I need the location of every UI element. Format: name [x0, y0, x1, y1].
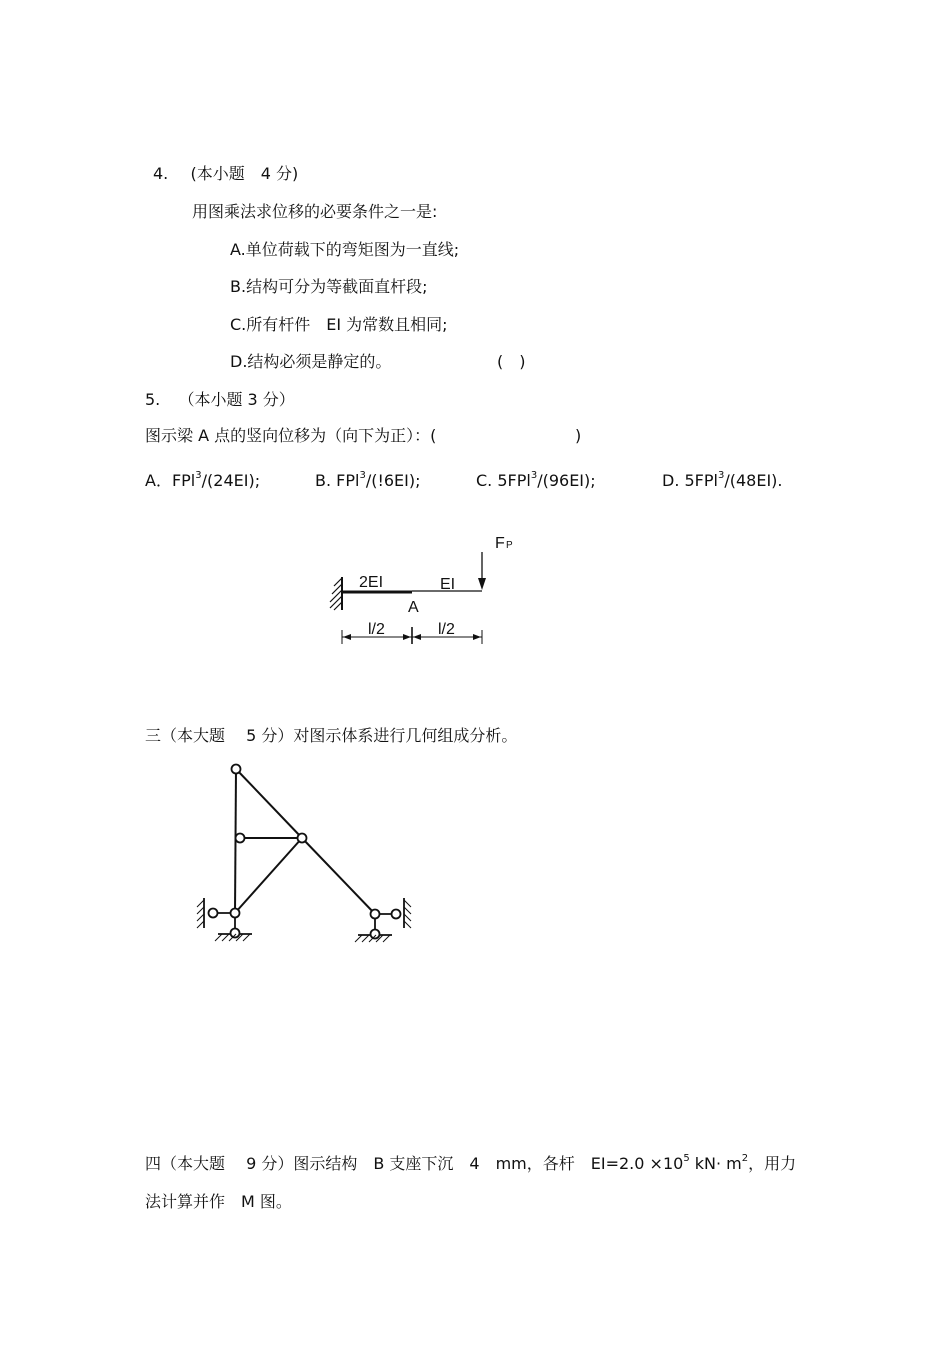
q5-number: 5.	[145, 390, 161, 409]
q4-points: (本小题 4 分)	[190, 164, 299, 183]
q5-option-c-text: C. 5FPl	[476, 471, 531, 490]
hinge-left-mid	[236, 834, 245, 843]
member-top-diagonal	[236, 769, 302, 838]
q5-option-c-exp: 3	[530, 470, 538, 481]
q5-option-b-exp: 3	[359, 470, 366, 481]
load-label: F	[495, 535, 505, 552]
member-long-diagonal	[302, 838, 375, 914]
q5-option-d-text: D. 5FPl	[662, 471, 718, 490]
q5-option-a-text: A．FPl	[145, 471, 196, 490]
left-support	[204, 898, 252, 938]
q5-points: （本小题 3 分）	[178, 390, 295, 409]
sec3-heading: 三（本大题 5 分）对图示体系进行几何组成分析。	[145, 726, 518, 745]
dimension-label-1: l/2	[368, 621, 385, 638]
hinge-center	[298, 834, 307, 843]
sec4-unit: kN· m	[689, 1154, 742, 1173]
q5-stem: 图示梁 A 点的竖向位移为（向下为正）：(	[145, 426, 437, 445]
q5-stem-close: )	[575, 426, 582, 445]
q5-option-c-den: /(96EI);	[537, 471, 596, 490]
sec4-exp2: 2	[741, 1153, 749, 1164]
sec4-line2: 法计算并作 M 图。	[145, 1192, 292, 1211]
q4-answer-blank[interactable]: ( )	[497, 352, 526, 371]
dimension-label-2: l/2	[438, 621, 455, 638]
q4-option-b: B.结构可分为等截面直杆段;	[230, 277, 428, 296]
segment-2ei-label: 2EI	[359, 574, 384, 591]
q4-stem: 用图乘法求位移的必要条件之一是:	[192, 202, 438, 221]
segment-ei-label: EI	[440, 576, 456, 593]
q5-option-b-text: B. FPl	[315, 471, 360, 490]
q4-option-a: A.单位荷载下的弯矩图为一直线;	[230, 240, 460, 259]
member-lower-diagonal	[235, 838, 302, 913]
q5-option-a-den: /(24EI);	[201, 471, 261, 490]
q4-number: 4.	[153, 164, 169, 183]
q5-option-d-exp: 3	[717, 470, 725, 481]
hinge-top	[232, 765, 241, 774]
q4-option-c: C.所有杆件 EI 为常数且相同;	[230, 315, 448, 334]
sec4-text: 四（本大题 9 分）图示结构 B 支座下沉 4 mm，各杆 EI=2.0 ×10	[145, 1154, 684, 1173]
point-a-label: A	[408, 599, 419, 616]
q5-option-d-den: /(48EI).	[724, 471, 783, 490]
sec4-exp: 5	[683, 1153, 690, 1164]
q5-option-b-den: /(!6EI);	[365, 471, 421, 490]
sec4-line1	[145, 1154, 796, 1174]
load-label-subscript: P	[506, 540, 513, 551]
sec4-text-end: ，用力	[748, 1154, 797, 1173]
q5-option-a-exp: 3	[195, 470, 202, 481]
q4-option-d: D.结构必须是静定的。	[230, 352, 392, 371]
